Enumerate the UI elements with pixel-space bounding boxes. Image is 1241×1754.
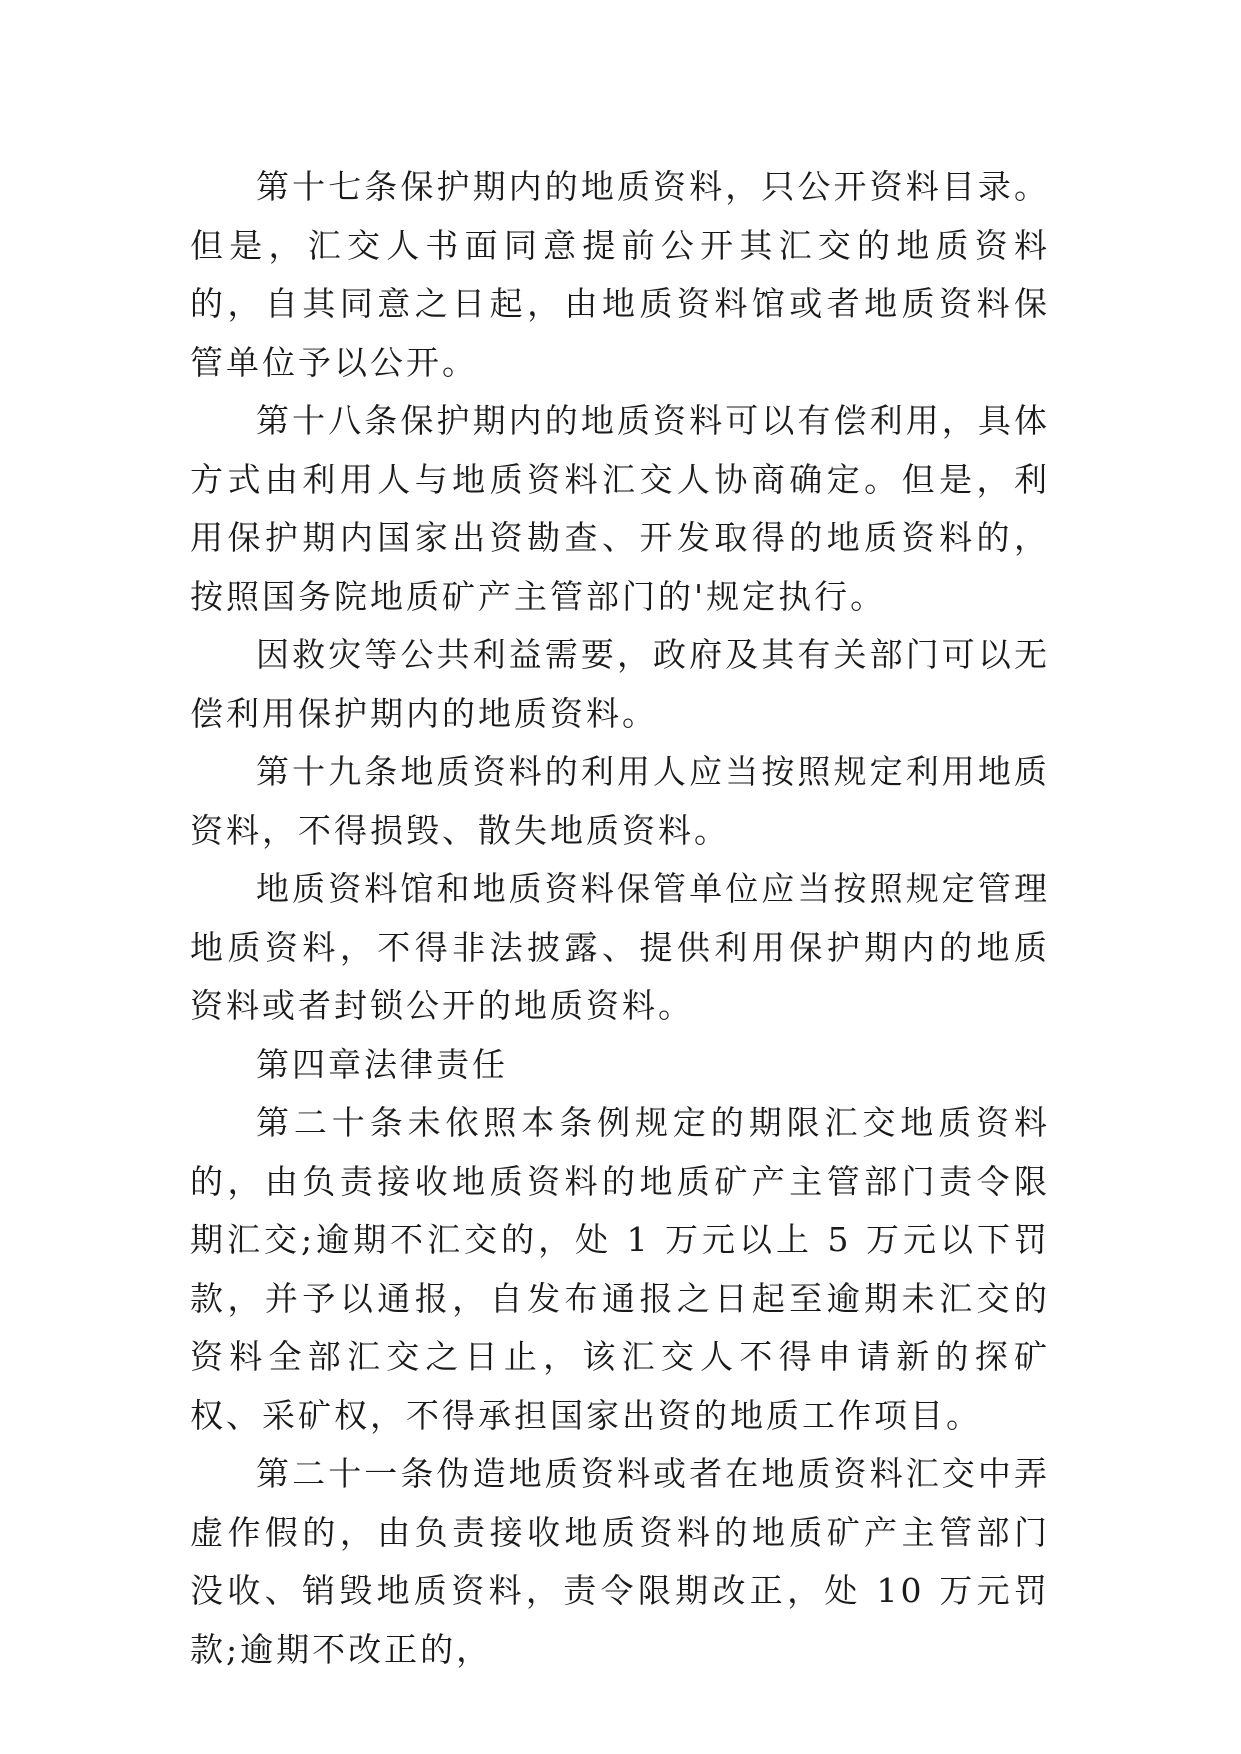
document-body bbox=[190, 158, 1050, 1679]
chapter-heading: 第四章法律责任 bbox=[256, 1044, 508, 1084]
paragraph-article-20: 第二十条未依照本条例规定的期限汇交地质资料的，由负责接收地质资料的地质矿产主管部门责令限期汇交;逾期不汇交的，处 1 万元以上 5 万元以下罚款，并予以通报，自发布通报之日起至逾期未汇交的资料全部汇交之日止，该汇交人不得申请新的探矿权、采矿权，不得承担国家出资的地质工作项目。 bbox=[190, 1103, 1050, 1435]
paragraph-article-21: 第二十一条伪造地质资料或者在地质资料汇交中弄虚作假的，由负责接收地质资料的地质矿产主管部门没收、销毁地质资料，责令限期改正，处 10 万元罚款;逾期不改正的， bbox=[190, 1454, 1050, 1669]
paragraph-article-19: 第十九条地质资料的利用人应当按照规定利用地质资料，不得损毁、散失地质资料。 bbox=[190, 752, 1050, 850]
paragraph-archive-management: 地质资料馆和地质资料保管单位应当按照规定管理地质资料，不得非法披露、提供利用保护期内的地质资料或者封锁公开的地质资料。 bbox=[190, 869, 1050, 1025]
paragraph-article-17: 第十七条保护期内的地质资料，只公开资料目录。但是，汇交人书面同意提前公开其汇交的地质资料的，自其同意之日起，由地质资料馆或者地质资料保管单位予以公开。 bbox=[190, 167, 1050, 382]
paragraph-disaster-relief: 因救灾等公共利益需要，政府及其有关部门可以无偿利用保护期内的地质资料。 bbox=[190, 635, 1050, 733]
paragraph-article-18: 第十八条保护期内的地质资料可以有偿利用，具体方式由利用人与地质资料汇交人协商确定。但是，利用保护期内国家出资勘查、开发取得的地质资料的，按照国务院地质矿产主管部门的'规定执行。 bbox=[190, 401, 1050, 616]
